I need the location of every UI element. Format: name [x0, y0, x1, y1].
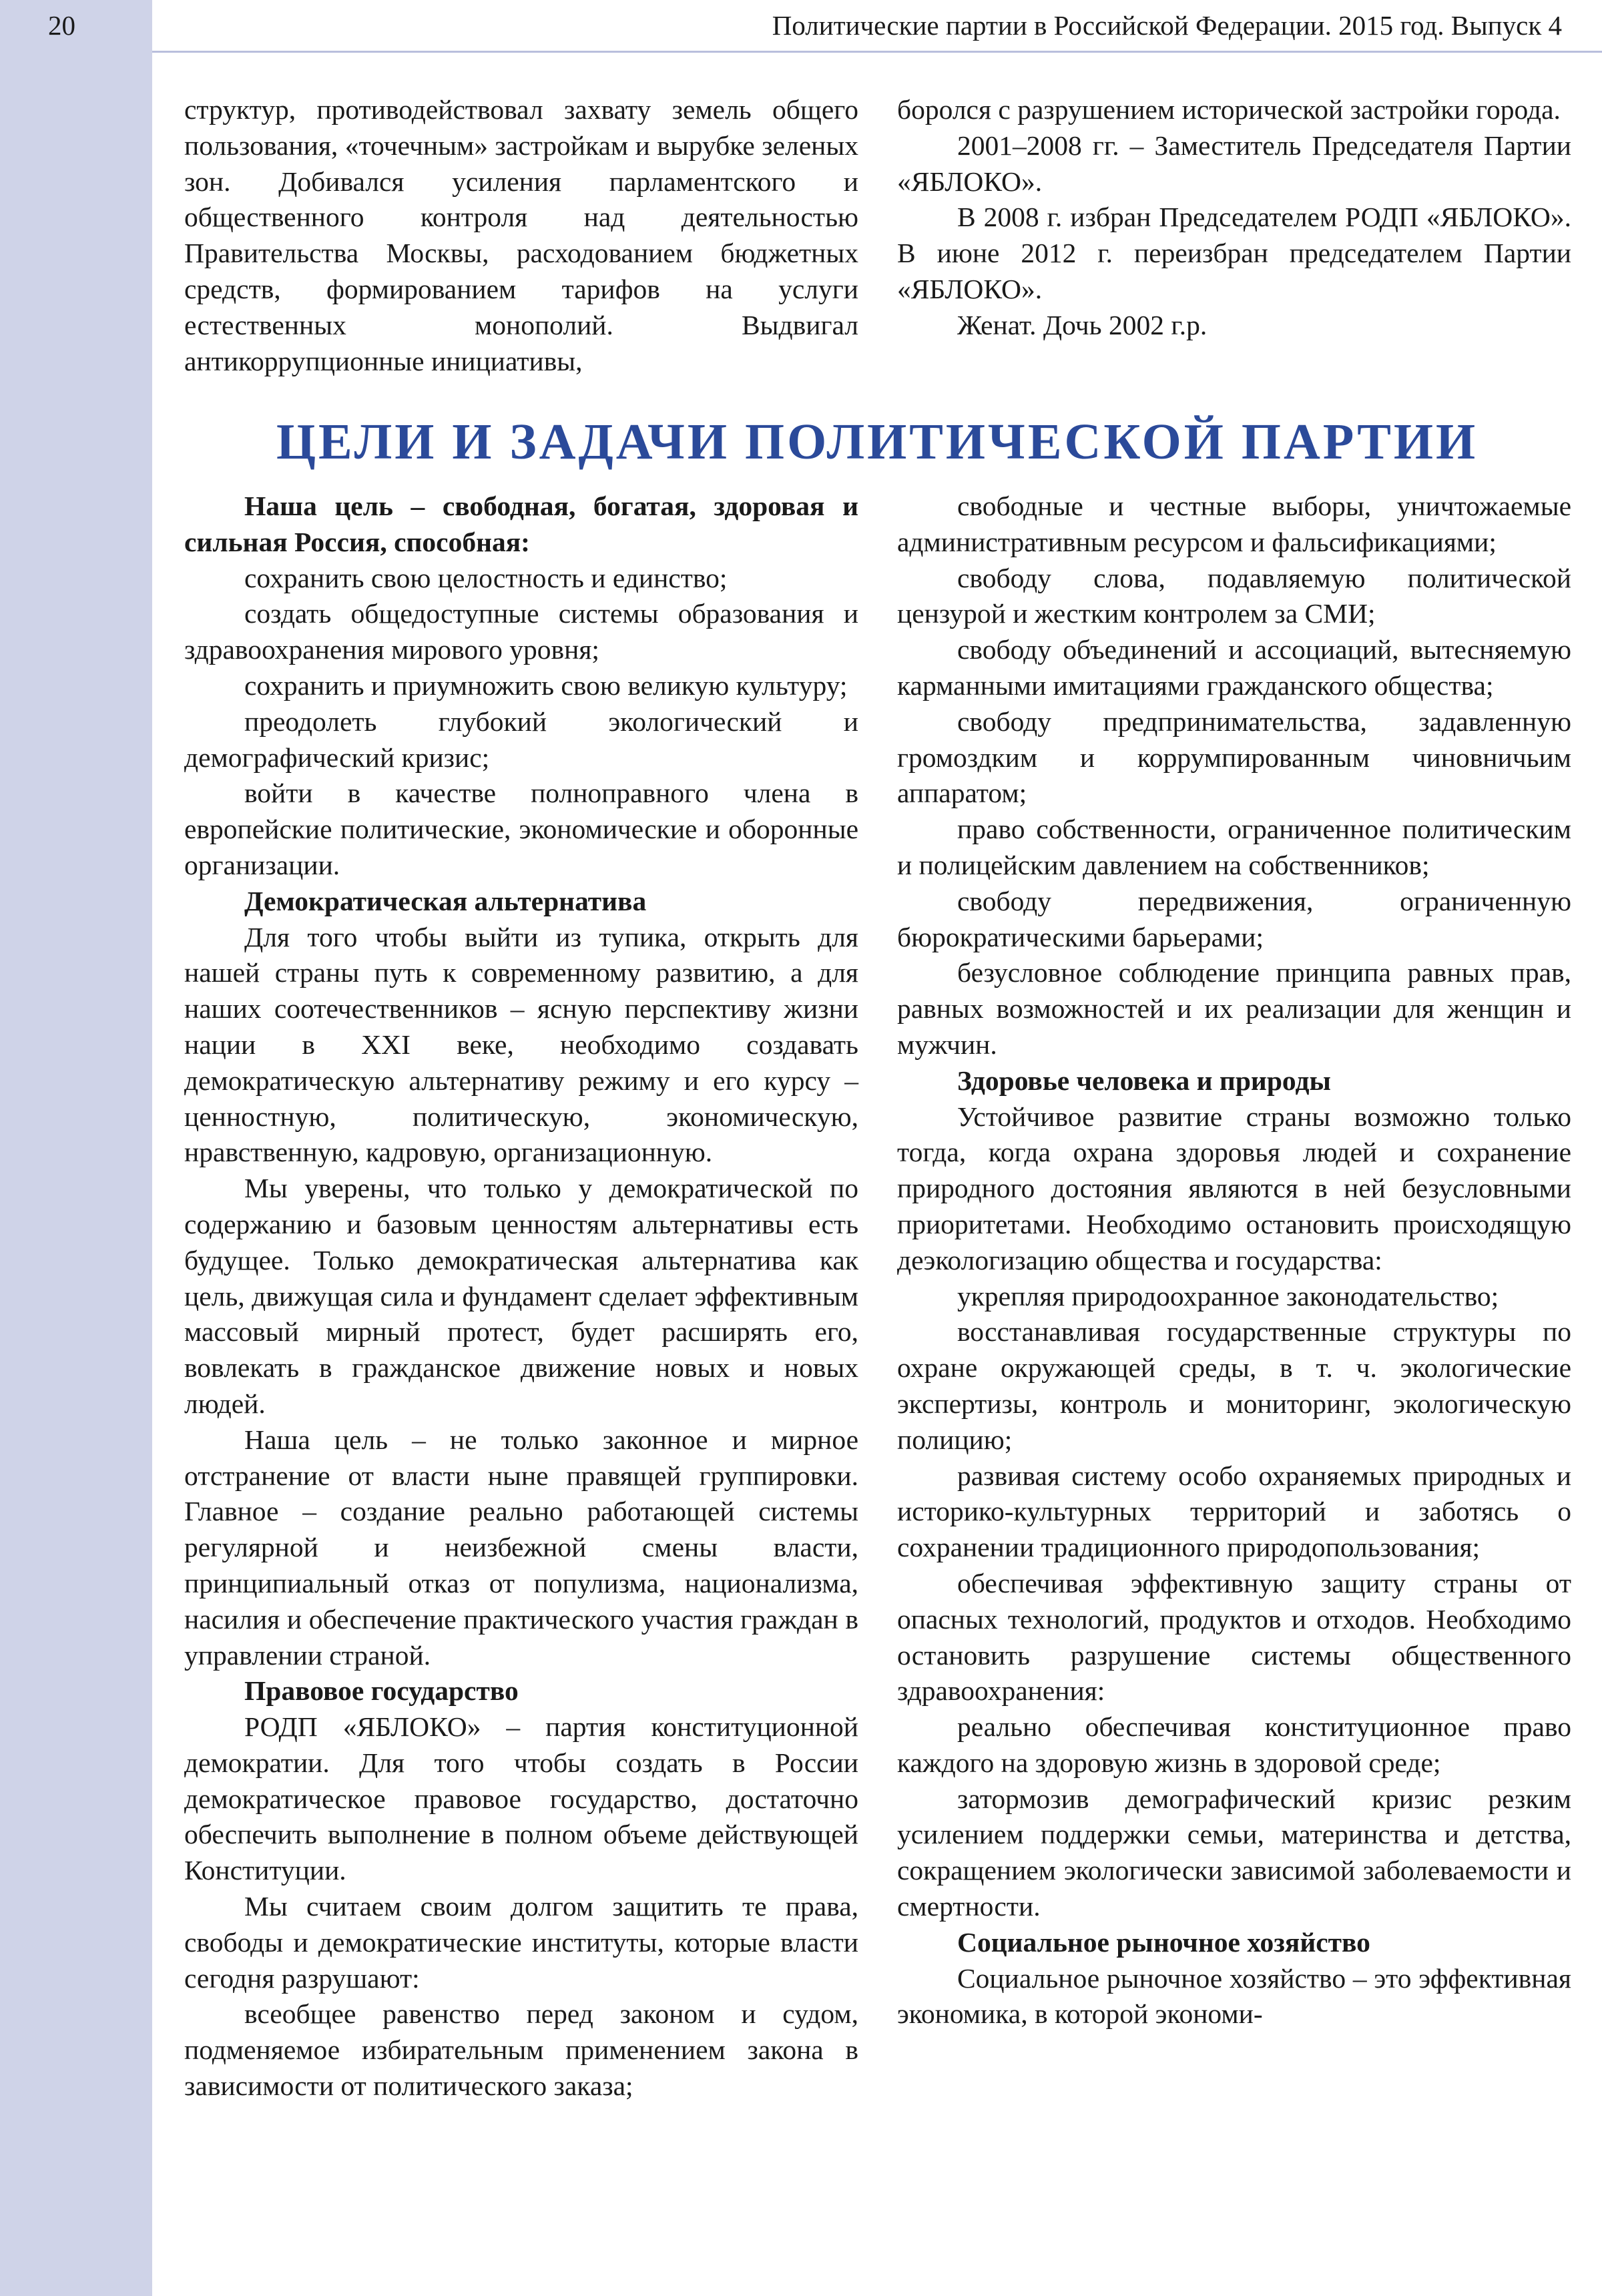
- paragraph: Устойчивое развитие страны возможно только тогда, когда охрана здоровья людей и сохранение природного достояния являются в ней безусловными приоритетами. Необходимо остановить происходящую деэкологизацию общества и государства:: [897, 1101, 1571, 1275]
- top-right-column: [897, 92, 1571, 344]
- paragraph: боролся с разрушением исторической застройки города.: [897, 94, 1561, 125]
- list-item: затормозив демографический кризис резким усилением поддержки семьи, материнства и детства, сокращением экологически зависимой заболеваемости и смертности.: [897, 1783, 1571, 1922]
- list-item: свободу объединений и ассоциаций, вытесняемую карманными имитациями гражданского общества;: [897, 634, 1571, 701]
- list-item: реально обеспечивая конституционное право каждого на здоровую жизнь в здоровой среде;: [897, 1711, 1571, 1778]
- list-item: свободу слова, подавляемую политической цензурой и жестким контролем за СМИ;: [897, 562, 1571, 629]
- subheading: Демократическая альтернатива: [244, 885, 647, 916]
- subheading: Социальное рыночное хозяйство: [957, 1926, 1370, 1958]
- list-item: безусловное соблюдение принципа равных прав, равных возможностей и их реализации для женщин и мужчин.: [897, 957, 1571, 1060]
- main-left-column: [184, 489, 858, 2104]
- top-left-column: [184, 92, 858, 379]
- list-item: войти в качестве полноправного члена в европейские политические, экономические и оборонные организации.: [184, 778, 858, 880]
- page-number: 20: [48, 10, 75, 41]
- subheading: Наша цель – свободная, богатая, здоровая и сильная Россия, способная:: [184, 491, 858, 557]
- paragraph: В 2008 г. избран Председателем РОДП «ЯБЛОКО». В июне 2012 г. переизбран председателем Партии «ЯБЛОКО».: [897, 202, 1571, 304]
- section-title: ЦЕЛИ И ЗАДАЧИ ПОЛИТИЧЕСКОЙ ПАРТИИ: [276, 414, 1479, 470]
- list-item: преодолеть глубокий экологический и демографический кризис;: [184, 705, 858, 773]
- paragraph: Для того чтобы выйти из тупика, открыть для нашей страны путь к современному развитию, а для наших соотечественников – ясную перспективу жизни нации в XXI веке, необходимо создавать демократическую альтернативу режиму и его курсу – ценностную, политическую, экономическую, нравственную, кадровую, организационную.: [184, 921, 858, 1168]
- list-item: укрепляя природоохранное законодательство;: [957, 1280, 1499, 1312]
- list-item: обеспечивая эффективную защиту страны от опасных технологий, продуктов и отходов. Необходимо остановить разрушение системы общественного здравоохранения:: [897, 1567, 1571, 1707]
- paragraph: 2001–2008 гг. – Заместитель Председателя Партии «ЯБЛОКО».: [897, 129, 1571, 197]
- running-header-title: Политические партии в Российской Федерации. 2015 год. Выпуск 4: [772, 10, 1562, 41]
- list-item: право собственности, ограниченное политическим и полицейским давлением на собственников;: [897, 814, 1571, 880]
- paragraph: Мы считаем своим долгом защитить те права, свободы и демократические институты, которые власти сегодня разрушают:: [184, 1891, 858, 1994]
- list-item: всеобщее равенство перед законом и судом, подменяемое избирательным применением закона в зависимости от политического заказа;: [184, 1998, 858, 2102]
- list-item: развивая систему особо охраняемых природных и историко-культурных территорий и заботясь о сохранении традиционного природопользования;: [897, 1460, 1571, 1563]
- paragraph: Социальное рыночное хозяйство – это эффективная экономика, в которой экономи-: [897, 1962, 1571, 2030]
- list-item: свободные и честные выборы, уничтожаемые административным ресурсом и фальсификациями;: [897, 491, 1571, 557]
- list-item: восстанавливая государственные структуры по охране окружающей среды, в т. ч. экологические экспертизы, контроль и мониторинг, экологическую полицию;: [897, 1316, 1571, 1455]
- paragraph: РОДП «ЯБЛОКО» – партия конституционной демократии. Для того чтобы создать в России демократическое правовое государство, достаточно обеспечить выполнение в полном объеме действующей Конституции.: [184, 1711, 858, 1886]
- paragraph: Мы уверены, что только у демократической по содержанию и базовым ценностям альтернативы есть будущее. Только демократическая альтернатива как цель, движущая сила и фундамент сделает эффективным массовый мирный протест, будет расширять его, вовлекать в гражданское движение новых и новых людей.: [184, 1173, 858, 1419]
- side-color-band: [0, 0, 152, 2296]
- list-item: свободу предпринимательства, задавленную громоздким и коррумпированным чиновничьим аппаратом;: [897, 705, 1571, 809]
- list-item: свободу передвижения, ограниченную бюрократическими барьерами;: [897, 885, 1571, 952]
- main-right-column: [897, 489, 1571, 2032]
- subheading: Правовое государство: [244, 1675, 519, 1707]
- list-item: сохранить и приумножить свою великую культуру;: [244, 669, 848, 701]
- list-item: сохранить свою целостность и единство;: [244, 562, 728, 593]
- paragraph: Женат. Дочь 2002 г.р.: [957, 309, 1208, 340]
- subheading: Здоровье человека и природы: [957, 1065, 1331, 1096]
- paragraph: структур, противодействовал захвату земель общего пользования, «точечным» застройкам и вырубке зеленых зон. Добивался усиления парламентского и общественного контроля над деятельностью Правительства Москвы, расходованием бюджетных средств, формированием тарифов на услуги естественных монополий. Выдвигал антикоррупционные инициативы,: [184, 94, 858, 376]
- list-item: создать общедоступные системы образования и здравоохранения мирового уровня;: [184, 598, 858, 665]
- paragraph: Наша цель – не только законное и мирное отстранение от власти ныне правящей группировки. Главное – создание реально работающей системы регулярной и неизбежной смены власти, принципиальный отказ от популизма, национализма, насилия и обеспечение практического участия граждан в управлении страной.: [184, 1424, 858, 1671]
- header-rule: [152, 51, 1602, 53]
